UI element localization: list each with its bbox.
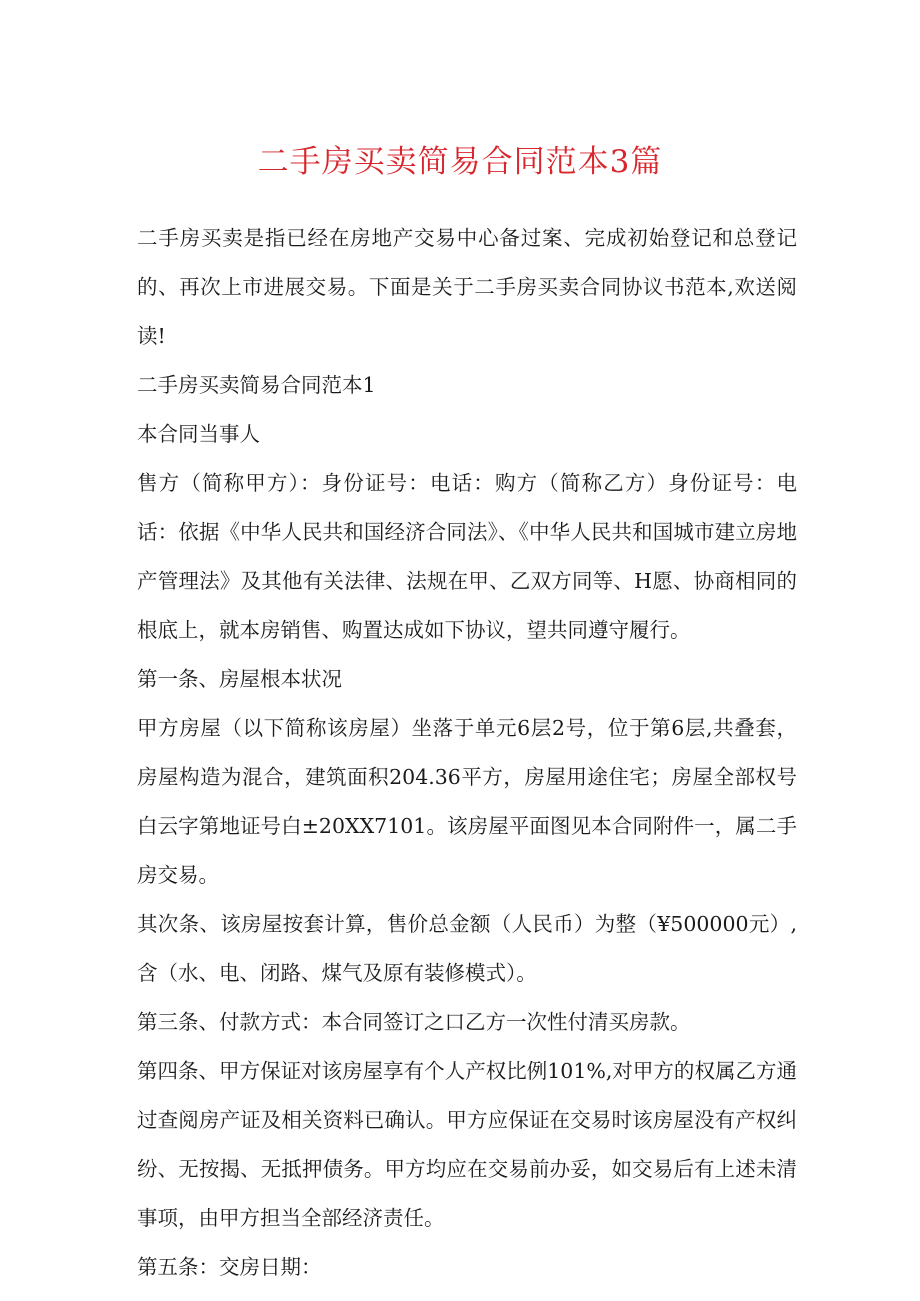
article-5-heading: 第五条：交房日期： xyxy=(137,1255,322,1279)
parties-paragraph: 售方（简称甲方）：身份证号：电话：购方（简称乙方）身份证号：电话：依据《中华人民共和国经济合同法》、《中华人民共和国城市建立房地产管理法》及其他有关法律、法规在甲、乙双方同等、H愿、协商相同的根底上，就本房销售、购置达成如下协议，望共同遵守履行。 xyxy=(137,471,797,642)
intro-paragraph: 二手房买卖是指已经在房地产交易中心备过案、完成初始登记和总登记的、再次上市进展交易。下面是关于二手房买卖合同协议书范本,欢送阅读! xyxy=(137,226,797,348)
article-2-paragraph: 其次条、该房屋按套计算，售价总金额（人民币）为整（¥500000元）,含（水、电、闭路、煤气及原有装修模式）。 xyxy=(137,912,797,985)
document-title: 二手房买卖简易合同范本3篇 xyxy=(257,144,663,180)
parties-heading: 本合同当事人 xyxy=(137,422,260,446)
section-heading: 二手房买卖简易合同范本1 xyxy=(137,373,376,397)
document-body xyxy=(137,214,797,1292)
article-4-paragraph: 第四条、甲方保证对该房屋享有个人产权比例101%,对甲方的权属乙方通过查阅房产证及相关资料已确认。甲方应保证在交易时该房屋没有产权纠纷、无按揭、无抵押债务。甲方均应在交易前办妥，如交易后有上述未清事项，由甲方担当全部经济责任。 xyxy=(137,1059,797,1230)
article-1-heading: 第一条、房屋根本状况 xyxy=(137,667,342,691)
article-3-paragraph: 第三条、付款方式：本合同签订之口乙方一次性付清买房款。 xyxy=(137,1010,691,1034)
article-1-paragraph: 甲方房屋（以下简称该房屋）坐落于单元6层2号，位于第6层,共叠套，房屋构造为混合，建筑面积204.36平方，房屋用途住宅；房屋全部权号白云字第地证号白±20XX7101。该房屋平面图见本合同附件一，属二手房交易。 xyxy=(137,716,797,887)
